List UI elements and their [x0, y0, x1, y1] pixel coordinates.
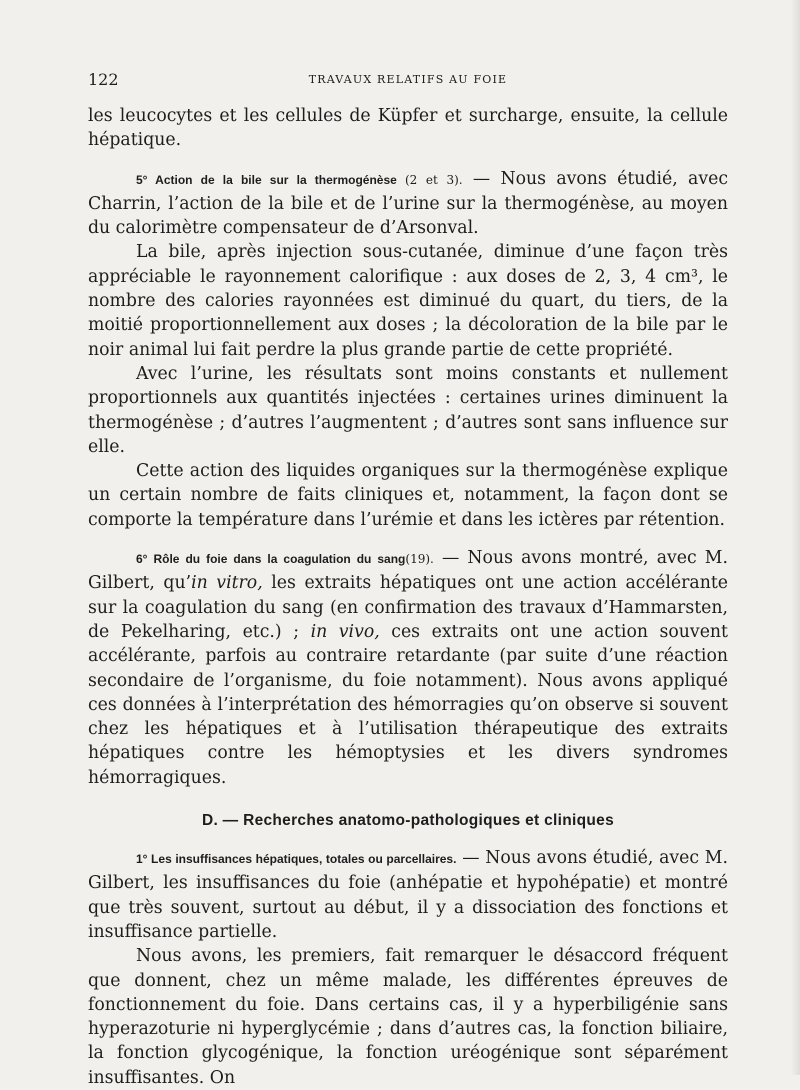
running-title: TRAVAUX RELATIFS AU FOIE — [308, 73, 508, 86]
paragraph-thermogenese — [88, 167, 728, 241]
paragraph-insuffisances — [88, 846, 728, 944]
section-6-text-3: ces extraits ont une action souvent accélérante, parfois au contraire retardante (par suite d’une réaction secondaire de l’organisme, du foie notamment). Nous avons appliqué ces données à l’interprétation des hémorragies qu’on observe si souvent chez les hépatiques et à l’utilisation thérapeutique des extraits hépatiques contre les hémoptysies et les divers syndromes hémorragiques. — [88, 621, 728, 788]
section-5-lead — [136, 173, 463, 187]
section-6-text-2: les extraits hépatiques ont une action accélérante sur la coagulation du sang (en confirmation des travaux d’Hammarsten, de Pekelharing, etc.) ; — [88, 573, 728, 642]
section-6-text-1: — Nous avons montré, avec M. Gilbert, qu’ — [88, 548, 728, 594]
section-6-lead — [136, 552, 434, 566]
section-5-ref: (2 et 3). — [404, 172, 463, 187]
paragraph-bile: La bile, après injection sous-cutanée, diminue d’une façon très appréciable le rayonnement calorifique : aux doses de 2, 3, 4 cm³, le nombre des calories rayonnées est diminué du quart, du tiers, de la moitié proportionnellement aux doses ; la décoloration de la bile par le noir animal lui fait perdre la plus grande partie de cette propriété. — [88, 242, 728, 360]
paragraph-desaccord: Nous avons, les premiers, fait remarquer le désaccord fréquent que donnent, chez un même malade, les différentes épreuves de fonctionnement du foie. Dans certains cas, il y a hyperbiligénie sans hyperazoturie ni hyperglycémie ; dans d’autres cas, la fonction biliaire, la fonction glycogénique, la fonction uréogénique sont séparément insuffisantes. On — [88, 946, 728, 1088]
section-6-title: 6° Rôle du foie dans la coagulation du sang — [136, 552, 406, 567]
page-number: 122 — [88, 70, 119, 89]
paragraph-coagulation — [88, 546, 728, 790]
section-heading-d: D. — Recherches anatomo-pathologiques et cliniques — [201, 812, 615, 830]
italic-in-vivo: in vivo, — [310, 621, 380, 642]
paragraph-action: Cette action des liquides organiques sur la thermogénèse explique un certain nombre de faits cliniques et, notamment, la façon dont se comporte la température dans l’urémie et dans les ictères par rétention. — [88, 461, 728, 530]
running-head — [88, 70, 728, 92]
section-5-text: — Nous avons étudié, avec Charrin, l’action de la bile et de l’urine sur la thermogénèse, au moyen du calorimètre compensateur de d’Arsonval. — [88, 168, 728, 239]
italic-in-vitro: in vitro, — [191, 573, 263, 594]
section-6-ref: (19). — [405, 552, 434, 567]
section-5-title: 5° Action de la bile sur la thermogénèse — [136, 172, 397, 187]
section-1-text: — Nous avons étudié, avec M. Gilbert, les insuffisances du foie (anhépatie et hypohépatie) et montré que très souvent, surtout au début, il y a dissociation des fonctions et insuffisance partielle. — [88, 848, 728, 942]
section-1-lead: 1° Les insuffisances hépatiques, totales ou parcellaires. — [136, 852, 457, 867]
paragraph-urine: Avec l’urine, les résultats sont moins constants et nullement proportionnels aux quantités injectées : certaines urines diminuent la thermogénèse ; d’autres l’augmentent ; d’autres sont sans influence sur elle. — [88, 363, 728, 457]
paragraph-continuation: les leucocytes et les cellules de Küpfer et surcharge, ensuite, la cellule hépatique. — [88, 106, 728, 151]
body-text — [88, 104, 728, 1090]
page-edge-shadow — [790, 0, 800, 1075]
